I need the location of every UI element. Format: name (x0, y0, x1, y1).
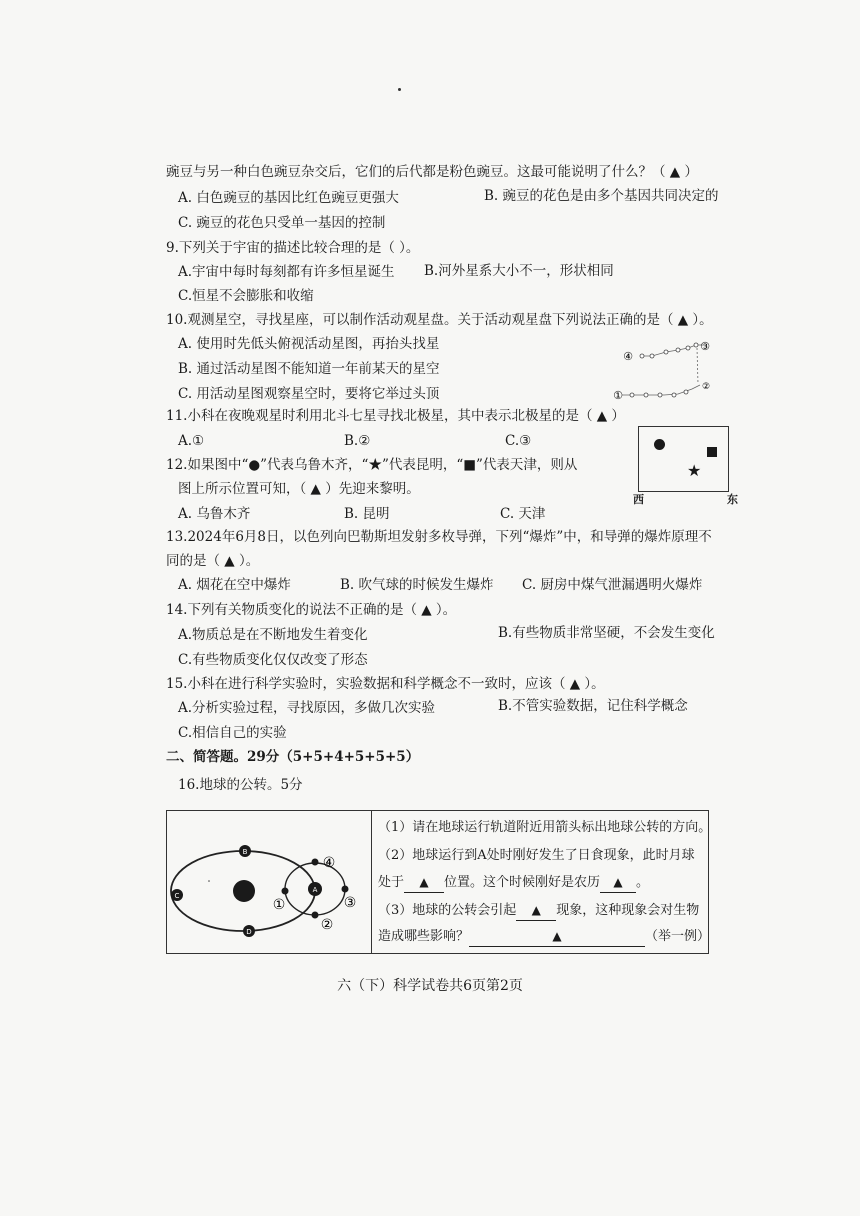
urumqi-dot (654, 439, 665, 450)
q14-option-a: A.物质总是在不断地发生着变化 (178, 627, 368, 643)
q16-part2-prefix: 处于 (378, 875, 405, 890)
q16-part3-question: 造成哪些影响？ (378, 929, 470, 944)
q16-stem: 16.地球的公转。5分 (178, 777, 303, 793)
q8-option-b: B. 豌豆的花色是由多个基因共同决定的 (484, 188, 719, 204)
phenomenon-blank[interactable] (516, 901, 556, 921)
moon-position-blank[interactable] (404, 873, 444, 893)
q8-option-c: C. 豌豆的花色只受单一基因的控制 (178, 215, 386, 231)
q12-option-a: A. 乌鲁木齐 (178, 506, 251, 522)
q12-option-b: B. 昆明 (344, 506, 390, 522)
q10-stem: 10.观测星空，寻找星座，可以制作活动观星盘。关于活动观星盘下列说法正确的是（ ▲ ）。 (166, 312, 713, 328)
q11-option-c: C.③ (505, 433, 532, 449)
dipper-label-2: ② (701, 382, 711, 392)
q16-part2-mid: 位置。这个时候刚好是农历 (444, 875, 601, 890)
sun (233, 880, 255, 902)
east-label: 东 (727, 493, 738, 506)
q16-part3-line2 (378, 927, 710, 947)
q13-stem-line2: 同的是（ ▲ ）。 (166, 553, 260, 569)
city-map-figure (638, 426, 729, 492)
q12-option-c: C. 天津 (500, 506, 546, 522)
orbit-label-b: B (242, 848, 248, 856)
page-footer: 六（下）科学试卷共6页第2页 (337, 978, 523, 994)
orbit-label-d: D (246, 928, 252, 936)
q9-option-a: A.宇宙中每时每刻都有许多恒星诞生 (178, 264, 395, 280)
q9-stem: 9.下列关于宇宙的描述比较合理的是（ ）。 (166, 240, 420, 256)
q16-part3-line1 (378, 901, 699, 921)
orbit-label-a: A (312, 886, 318, 894)
q13-option-c: C. 厨房中煤气泄漏遇明火爆炸 (522, 577, 703, 593)
moon-pos-3: ③ (343, 895, 357, 911)
q13-option-b: B. 吹气球的时候发生爆炸 (340, 577, 494, 593)
answer-triangle: ▲ (613, 875, 623, 889)
big-dipper-figure (608, 334, 718, 406)
q16-part3-prefix: （3）地球的公转会引起 (378, 903, 517, 918)
west-label: 西 (633, 493, 644, 506)
scan-speck (398, 88, 401, 91)
q10-option-a: A. 使用时先低头俯视活动星图，再抬头找星 (178, 336, 440, 352)
answer-triangle: ▲ (531, 903, 541, 917)
q12-stem-line2: 图上所示位置可知，（ ▲ ）先迎来黎明。 (178, 481, 420, 497)
q16-part3-example: （举一例） (645, 929, 711, 944)
q10-option-c: C. 用活动星图观察星空时，要将它举过头顶 (178, 386, 440, 402)
q14-option-c: C.有些物质变化仅仅改变了形态 (178, 652, 368, 668)
q16-part3-post: 现象，这种现象会对生物 (556, 903, 700, 918)
q13-stem-line1: 13.2024年6月8日，以色列向巴勒斯坦发射多枚导弹，下列“爆炸”中，和导弹的爆炸原理不 (166, 529, 712, 545)
answer-triangle: ▲ (419, 875, 429, 889)
q8-option-a: A. 白色豌豆的基因比红色豌豆更强大 (178, 190, 399, 206)
kunming-star: ★ (687, 461, 702, 480)
lunar-date-blank[interactable] (600, 873, 636, 893)
q10-option-b: B. 通过活动星图不能知道一年前某天的星空 (178, 361, 440, 377)
q15-stem: 15.小科在进行科学实验时，实验数据和科学概念不一致时，应该（ ▲ ）。 (166, 676, 605, 692)
q16-part2-line1: （2）地球运行到A处时刚好发生了日食现象，此时月球 (378, 848, 695, 863)
q9-option-c: C.恒星不会膨胀和收缩 (178, 288, 314, 304)
tianjin-square (707, 447, 717, 457)
q11-stem: 11.小科在夜晚观星时利用北斗七星寻找北极星，其中表示北极星的是（ ▲ ） (166, 408, 625, 424)
q16-part2-end: 。 (636, 875, 650, 890)
moon-pos-1: ① (272, 897, 286, 913)
q16-part2-line2 (378, 873, 649, 893)
q16-part1: （1）请在地球运行轨道附近用箭头标出地球公转的方向。 (378, 820, 712, 835)
q11-option-a: A.① (178, 433, 205, 449)
answer-triangle: ▲ (552, 929, 562, 943)
q14-option-b: B.有些物质非常坚硬，不会发生变化 (498, 625, 715, 641)
effect-blank[interactable] (469, 927, 645, 947)
q9-option-b: B.河外星系大小不一，形状相同 (424, 263, 614, 279)
q15-option-b: B.不管实验数据，记住科学概念 (498, 698, 688, 714)
moon-pos-2: ② (320, 917, 334, 933)
q8-stem: 豌豆与另一种白色豌豆杂交后，它们的后代都是粉色豌豆。这最可能说明了什么？（ ▲ ） (166, 164, 698, 180)
q16-questions-box (370, 810, 712, 954)
orbit-label-c: C (174, 892, 180, 900)
q13-option-a: A. 烟花在空中爆炸 (178, 577, 291, 593)
orbit-figure-box (166, 810, 372, 954)
q15-option-a: A.分析实验过程，寻找原因，多做几次实验 (178, 700, 436, 716)
dipper-label-3: ③ (700, 340, 710, 353)
dipper-label-1: ① (613, 389, 623, 402)
q14-stem: 14.下列有关物质变化的说法不正确的是（ ▲ ）。 (166, 602, 457, 618)
section-2-heading: 二、简答题。29分（5+5+4+5+5+5） (166, 749, 420, 765)
dipper-label-4: ④ (623, 350, 633, 363)
moon-pos-4: ④ (322, 855, 336, 871)
earth-orbit-diagram (167, 811, 371, 953)
q12-stem-line1: 12.如果图中“●”代表乌鲁木齐，“★”代表昆明，“■”代表天津，则从 (166, 457, 578, 473)
q11-option-b: B.② (344, 433, 371, 449)
q15-option-c: C.相信自己的实验 (178, 725, 287, 741)
